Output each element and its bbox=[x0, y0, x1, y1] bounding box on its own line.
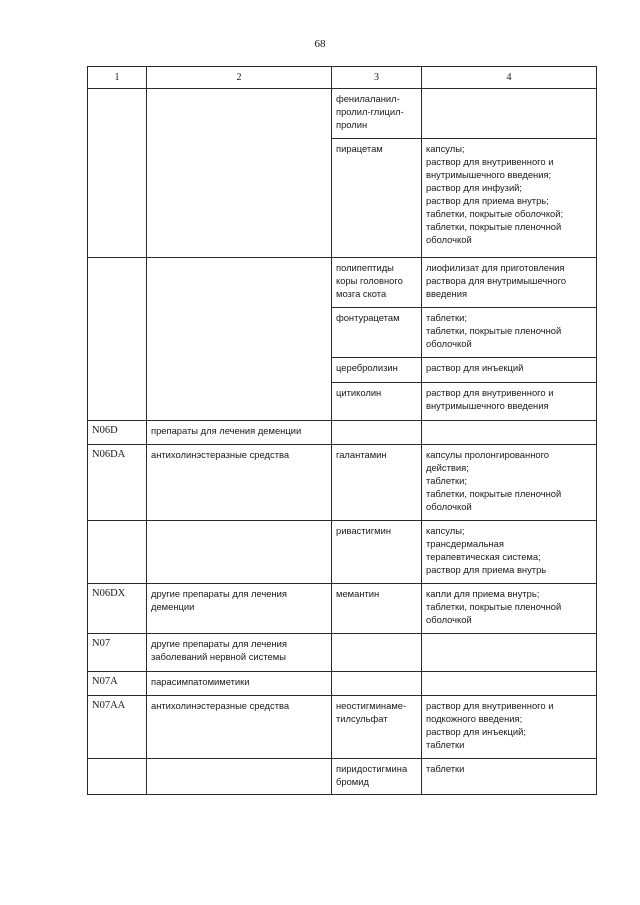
code-cell: N06DX bbox=[88, 584, 147, 634]
substance-cell bbox=[332, 521, 422, 584]
substance-line: неостигминаме- bbox=[336, 700, 407, 711]
substance-cell bbox=[332, 696, 422, 759]
forms-cell bbox=[422, 383, 597, 421]
forms-cell bbox=[422, 358, 597, 383]
form-line: таблетки, покрытые пленочной bbox=[426, 601, 562, 612]
form-line: раствор для внутривенного и bbox=[426, 387, 554, 398]
code-cell bbox=[88, 521, 147, 584]
column-header-2: 2 bbox=[147, 67, 332, 89]
form-line: таблетки; bbox=[426, 475, 467, 486]
group-line: деменции bbox=[151, 601, 195, 612]
form-line: раствор для внутривенного и bbox=[426, 156, 554, 167]
table-row bbox=[88, 759, 597, 795]
substance-line: тилсульфат bbox=[336, 713, 388, 724]
table-row bbox=[88, 672, 597, 696]
table-row bbox=[88, 696, 597, 759]
substance-cell bbox=[332, 634, 422, 672]
code-cell: N07A bbox=[88, 672, 147, 696]
form-line: введения bbox=[426, 288, 468, 299]
substance-line: пролил-глицил- bbox=[336, 106, 404, 117]
form-line: раствор для приема внутрь bbox=[426, 564, 547, 575]
form-line: оболочкой bbox=[426, 234, 472, 245]
group-cell bbox=[147, 258, 332, 421]
substance-cell bbox=[332, 445, 422, 521]
forms-cell bbox=[422, 89, 597, 139]
group-cell bbox=[147, 672, 332, 696]
form-line: таблетки; bbox=[426, 312, 467, 323]
forms-cell bbox=[422, 258, 597, 308]
group-line: антихолинэстеразные средства bbox=[151, 700, 290, 711]
form-line: капсулы; bbox=[426, 143, 465, 154]
group-cell bbox=[147, 584, 332, 634]
form-line: действия; bbox=[426, 462, 469, 473]
substance-cell bbox=[332, 258, 422, 308]
group-line: антихолинэстеразные средства bbox=[151, 449, 290, 460]
group-line: заболеваний нервной системы bbox=[151, 651, 286, 662]
form-line: раствора для внутримышечного bbox=[426, 275, 567, 286]
code-cell: N06D bbox=[88, 421, 147, 445]
form-line: раствор для внутривенного и bbox=[426, 700, 554, 711]
substance-line: фонтурацетам bbox=[336, 312, 400, 323]
form-line: таблетки bbox=[426, 763, 465, 774]
form-line: трансдермальная bbox=[426, 538, 504, 549]
group-cell bbox=[147, 759, 332, 795]
substance-cell bbox=[332, 139, 422, 258]
table-row bbox=[88, 634, 597, 672]
substance-line: пирацетам bbox=[336, 143, 383, 154]
group-line: другие препараты для лечения bbox=[151, 588, 287, 599]
forms-cell bbox=[422, 139, 597, 258]
form-line: капсулы; bbox=[426, 525, 465, 536]
code-cell bbox=[88, 759, 147, 795]
group-cell bbox=[147, 634, 332, 672]
forms-cell bbox=[422, 759, 597, 795]
table-row bbox=[88, 89, 597, 139]
group-cell bbox=[147, 521, 332, 584]
form-line: внутримышечного введения bbox=[426, 400, 549, 411]
form-line: раствор для инъекций; bbox=[426, 726, 526, 737]
form-line: оболочкой bbox=[426, 501, 472, 512]
table-row bbox=[88, 584, 597, 634]
form-line: внутримышечного введения; bbox=[426, 169, 552, 180]
column-header-4: 4 bbox=[422, 67, 597, 89]
group-cell bbox=[147, 445, 332, 521]
substance-line: ривастигмин bbox=[336, 525, 392, 536]
form-line: таблетки, покрытые пленочной bbox=[426, 488, 562, 499]
form-line: терапевтическая система; bbox=[426, 551, 541, 562]
forms-cell bbox=[422, 521, 597, 584]
form-line: таблетки, покрытые пленочной bbox=[426, 221, 562, 232]
substance-line: церебролизин bbox=[336, 362, 398, 373]
substance-cell bbox=[332, 383, 422, 421]
substance-cell bbox=[332, 672, 422, 696]
substance-cell bbox=[332, 584, 422, 634]
code-cell: N06DA bbox=[88, 445, 147, 521]
group-cell bbox=[147, 89, 332, 258]
substance-line: мемантин bbox=[336, 588, 380, 599]
group-line: препараты для лечения деменции bbox=[151, 425, 302, 436]
substance-cell bbox=[332, 89, 422, 139]
form-line: лиофилизат для приготовления bbox=[426, 262, 565, 273]
table-row bbox=[88, 421, 597, 445]
substance-line: цитиколин bbox=[336, 387, 382, 398]
substance-cell bbox=[332, 759, 422, 795]
forms-cell bbox=[422, 696, 597, 759]
form-line: оболочкой bbox=[426, 338, 472, 349]
page-number: 68 bbox=[314, 38, 326, 50]
form-line: раствор для инъекций bbox=[426, 362, 524, 373]
substance-line: коры головного bbox=[336, 275, 403, 286]
forms-cell bbox=[422, 584, 597, 634]
forms-cell bbox=[422, 308, 597, 358]
substance-line: пиридостигмина bbox=[336, 763, 408, 774]
table-row bbox=[88, 258, 597, 308]
substance-line: галантамин bbox=[336, 449, 387, 460]
substance-line: бромид bbox=[336, 776, 369, 787]
table-header-row bbox=[88, 67, 597, 89]
substance-line: пролин bbox=[336, 119, 368, 130]
group-cell bbox=[147, 696, 332, 759]
form-line: раствор для приема внутрь; bbox=[426, 195, 549, 206]
code-cell bbox=[88, 89, 147, 258]
forms-cell bbox=[422, 672, 597, 696]
group-line: парасимпатомиметики bbox=[151, 676, 250, 687]
form-line: подкожного введения; bbox=[426, 713, 523, 724]
substance-cell bbox=[332, 358, 422, 383]
substance-cell bbox=[332, 421, 422, 445]
table-row bbox=[88, 445, 597, 521]
form-line: капли для приема внутрь; bbox=[426, 588, 540, 599]
form-line: раствор для инфузий; bbox=[426, 182, 523, 193]
forms-cell bbox=[422, 445, 597, 521]
drug-classification-table bbox=[87, 66, 597, 795]
code-cell: N07AA bbox=[88, 696, 147, 759]
column-header-1: 1 bbox=[88, 67, 147, 89]
code-cell bbox=[88, 258, 147, 421]
form-line: таблетки, покрытые пленочной bbox=[426, 325, 562, 336]
form-line: капсулы пролонгированного bbox=[426, 449, 550, 460]
column-header-3: 3 bbox=[332, 67, 422, 89]
table-row bbox=[88, 521, 597, 584]
substance-line: полипептиды bbox=[336, 262, 394, 273]
substance-cell bbox=[332, 308, 422, 358]
substance-line: мозга скота bbox=[336, 288, 387, 299]
forms-cell bbox=[422, 634, 597, 672]
forms-cell bbox=[422, 421, 597, 445]
code-cell: N07 bbox=[88, 634, 147, 672]
form-line: таблетки, покрытые оболочкой; bbox=[426, 208, 564, 219]
group-line: другие препараты для лечения bbox=[151, 638, 287, 649]
form-line: таблетки bbox=[426, 739, 465, 750]
form-line: оболочкой bbox=[426, 614, 472, 625]
substance-line: фенилаланил- bbox=[336, 93, 400, 104]
group-cell bbox=[147, 421, 332, 445]
